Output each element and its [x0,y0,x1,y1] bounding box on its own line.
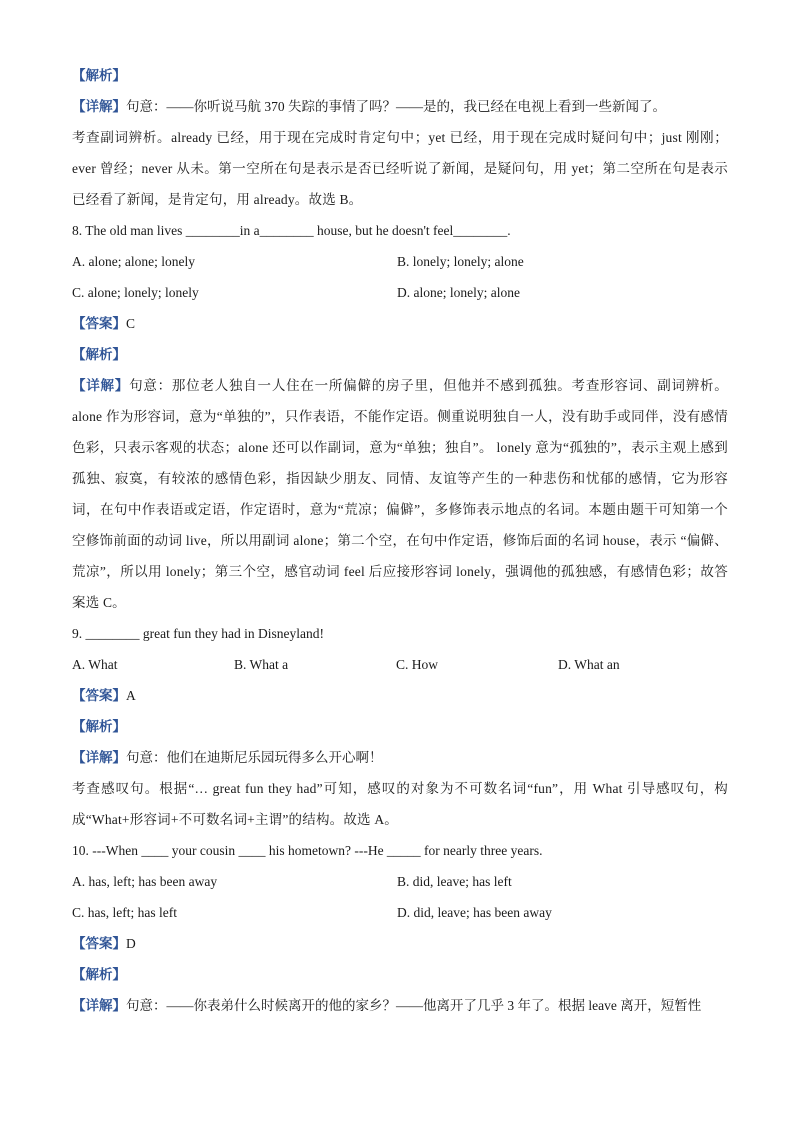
options-row [72,649,728,680]
option-a: A. has, left; has been away [72,874,218,889]
option-b: B. What a [234,657,289,672]
detail-line: 【详解】句意：——你听说马航 370 失踪的事情了吗？——是的，我已经在电视上看到一些新闻了。 [72,99,666,114]
detail-line: 【详解】句意：——你表弟什么时候离开的他的家乡？——他离开了几乎 3 年了。根据 leave 离开，短暂性 [72,998,702,1013]
option-d: D. What an [558,657,620,672]
answer-line: 【答案】D [72,936,136,951]
explanation-paragraph: 考查感叹句。根据“… great fun they had”可知，感叹的对象为不可数名词“fun”，用 What 引导感叹句，构成“What+形容词+不可数名词+主谓”的结构。故选 A。 [72,781,728,827]
translation-text: 句意：——你表弟什么时候离开的他的家乡？——他离开了几乎 3 年了。根据 leave 离开，短暂性 [126,998,702,1013]
option-c: C. has, left; has left [72,905,177,920]
question-stem: 10. ---When ____ your cousin ____ his hometown? ---He _____ for nearly three years. [72,843,543,858]
detail-paragraph: 【详解】句意：那位老人独自一人住在一所偏僻的房子里，但他并不感到孤独。考查形容词、副词辨析。alone 作为形容词，意为“单独的”，只作表语，不能作定语。侧重说明独自一人，没有助手或同伴，没有感情色彩，只表示客观的状态；alone 还可以作副词，意为“单独；独自”。 lonely 意为“孤独的”，表示主观上感到孤独、寂寞，有较浓的感情色彩，指因缺少朋友、同情、友谊等产生的一种悲伤和忧郁的感情，它为形容词，在句中作表语或定语，作定语时，意为“荒凉；偏僻”，多修饰表示地点的名词。本题由题干可知第一个空修饰前面的动词 live，所以用副词 alone；第二个空，在句中作定语，修饰后面的名词 house，表示 “偏僻、荒凉”，所以用 lonely；第三个空，感官动词 feel 后应接形容词 lonely，强调他的孤独感，有感情色彩；故答案选 C。 [72,378,728,610]
analysis-heading: 【解析】 [72,719,126,734]
answer-value: A [126,688,136,703]
option-a: A. What [72,657,118,672]
translation-text: 句意：——你听说马航 370 失踪的事情了吗？——是的，我已经在电视上看到一些新闻了。 [126,99,666,114]
answer-value: D [126,936,136,951]
options-row [72,897,728,928]
analysis-heading: 【解析】 [72,967,126,982]
options-row [72,866,728,897]
option-b: B. lonely; lonely; alone [397,254,524,269]
translation-text: 句意：他们在迪斯尼乐园玩得多么开心啊！ [126,750,383,765]
option-c: C. alone; lonely; lonely [72,285,199,300]
option-c: C. How [396,657,439,672]
options-row [72,246,728,277]
question-stem: 9. ________ great fun they had in Disneyland! [72,626,324,641]
analysis-heading: 【解析】 [72,347,126,362]
option-d: D. alone; lonely; alone [397,285,520,300]
options-row [72,277,728,308]
option-a: A. alone; alone; lonely [72,254,195,269]
document-page [72,60,728,1021]
explanation-text: 句意：那位老人独自一人住在一所偏僻的房子里，但他并不感到孤独。考查形容词、副词辨析。alone 作为形容词，意为“单独的”，只作表语，不能作定语。侧重说明独自一人，没有助手或同伴，没有感情色彩，只表示客观的状态；alone 还可以作副词，意为“单独；独自”。 lonely 意为“孤独的”，表示主观上感到孤独、寂寞，有较浓的感情色彩，指因缺少朋友、同情、友谊等产生的一种悲伤和忧郁的感情，它为形容词，在句中作表语或定语，作定语时，意为“荒凉；偏僻”，多修饰表示地点的名词。本题由题干可知第一个空修饰前面的动词 live，所以用副词 alone；第二个空，在句中作定语，修饰后面的名词 house，表示 “偏僻、荒凉”，所以用 lonely；第三个空，感官动词 feel 后应接形容词 lonely，强调他的孤独感，有感情色彩；故答案选 C。 [72,378,728,610]
detail-line: 【详解】句意：他们在迪斯尼乐园玩得多么开心啊！ [72,750,383,765]
question-stem: 8. The old man lives ________in a________ house, but he doesn't feel________. [72,223,511,238]
answer-line: 【答案】A [72,688,136,703]
explanation-paragraph: 考查副词辨析。already 已经，用于现在完成时肯定句中；yet 已经，用于现在完成时疑问句中；just 刚刚；ever 曾经；never 从未。第一空所在句是表示是否已经听说了新闻，是疑问句，用 yet；第二空所在句是表示已经看了新闻，是肯定句，用 already。故选 B。 [72,130,728,207]
answer-line: 【答案】C [72,316,136,331]
option-d: D. did, leave; has been away [397,905,552,920]
analysis-heading: 【解析】 [72,68,126,83]
answer-value: C [126,316,136,331]
option-b: B. did, leave; has left [397,874,512,889]
